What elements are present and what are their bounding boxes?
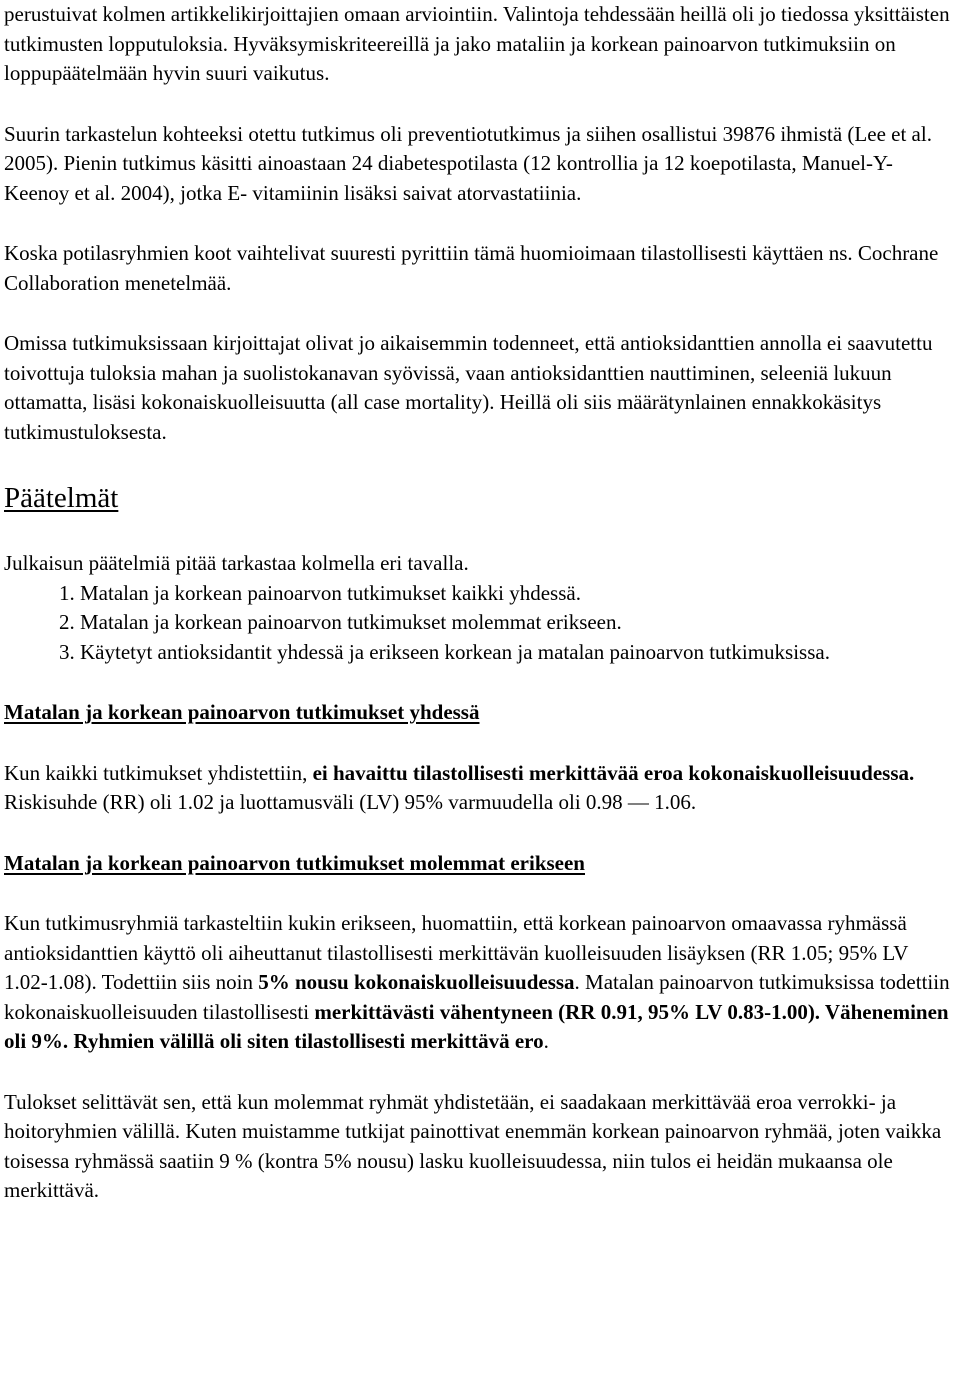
- paragraph-prior-assumptions: Omissa tutkimuksissaan kirjoittajat olivat jo aikaisemmin todenneet, että antioksidanttien annolla ei saavutettu toivottuja tuloksia mahan ja suolistokanavan syövissä, vaan antioksidanttien nauttiminen, seleeniä lukuun ottamatta, lisäsi kokonaiskuolleisuutta (all case mortality). Heillä oli siis määrätynlainen ennakkokäsitys tutkimustuloksesta.: [4, 331, 933, 444]
- document-page: [4, 0, 956, 1206]
- paragraph-separate-result: [4, 909, 956, 1057]
- paragraph-combined-result: [4, 759, 956, 818]
- text-segment: .: [543, 1029, 549, 1053]
- list-item: 3. Käytetyt antioksidantit yhdessä ja erikseen korkean ja matalan painoarvon tutkimuksissa.: [59, 639, 830, 664]
- bold-segment: 5% nousu kokonaiskuolleisuudessa: [258, 970, 575, 994]
- conclusions-intro: Julkaisun päätelmiä pitää tarkastaa kolmella eri tavalla.: [4, 551, 469, 575]
- conclusions-list: [4, 579, 956, 668]
- paragraph-cochrane-method: Koska potilasryhmien koot vaihtelivat suuresti pyrittiin tämä huomioimaan tilastollisesti käyttäen ns. Cochrane Collaboration menetelmää.: [4, 241, 939, 295]
- text-segment: Kun tutkimusryhmiä tarkasteltiin kukin erikseen, huomattiin, että korkean painoarvon omaavassa ryhmässä antioksidanttien käyttö oli aiheuttanut tilastollisesti merkittävän kuolleisuuden lisäyksen (RR 1.05; 95% LV 1.02-1.08). Todettiin siis noin: [4, 911, 909, 994]
- bold-segment: merkittävästi vähentyneen (RR 0.91, 95% LV 0.83-1.00). Väheneminen oli 9%. Ryhmien välillä oli siten tilastollisesti merkittävä ero: [4, 999, 949, 1053]
- text-segment: . Matalan painoarvon tutkimuksissa todettiin kokonaiskuolleisuuden tilastollisesti: [4, 970, 950, 1024]
- paragraph-results-explained: Tulokset selittävät sen, että kun molemmat ryhmät yhdistetään, ei saadakaan merkittävää eroa verrokki- ja hoitoryhmien välillä. Kuten muistamme tutkijat painottivat enemmän korkean painoarvon ryhmää, joten vaikka toisessa ryhmässä saatiin 9 % (kontra 5% nousu) lasku kuolleisuudessa, niin tulos ei heidän mukaansa ole merkittävä.: [4, 1089, 942, 1202]
- bold-segment: ei havaittu tilastollisesti merkittävää eroa kokonaiskuolleisuudessa.: [312, 760, 915, 785]
- list-item: 2. Matalan ja korkean painoarvon tutkimukset molemmat erikseen.: [59, 610, 622, 634]
- heading-conclusions: Päätelmät: [4, 482, 119, 514]
- heading-combined-studies: Matalan ja korkean painoarvon tutkimukset yhdessä: [4, 700, 480, 724]
- text-segment: Kun kaikki tutkimukset yhdistettiin,: [4, 760, 313, 785]
- paragraph-study-sizes: Suurin tarkastelun kohteeksi otettu tutkimus oli preventiotutkimus ja siihen osallistui 39876 ihmistä (Lee et al. 2005). Pienin tutkimus käsitti ainoastaan 24 diabetespotilasta (12 kontrollia ja 12 koepotilasta, Manuel-Y-Keenoy et al. 2004), jotka E- vitamiinin lisäksi saivat atorvastatiinia.: [4, 121, 932, 205]
- heading-separate-studies: Matalan ja korkean painoarvon tutkimukset molemmat erikseen: [4, 850, 585, 875]
- paragraph-selection-criteria: perustuivat kolmen artikkelikirjoittajien omaan arviointiin. Valintoja tehdessään heillä oli jo tiedossa yksittäisten tutkimusten lopputuloksia. Hyväksymiskriteereillä ja jako mataliin ja korkean painoarvon tutkimuksiin on loppupäätelmään hyvin suuri vaikutus.: [4, 2, 950, 85]
- list-item: 1. Matalan ja korkean painoarvon tutkimukset kaikki yhdessä.: [59, 580, 581, 605]
- text-segment: Riskisuhde (RR) oli 1.02 ja luottamusväli (LV) 95% varmuudella oli 0.98 — 1.06.: [4, 790, 697, 814]
